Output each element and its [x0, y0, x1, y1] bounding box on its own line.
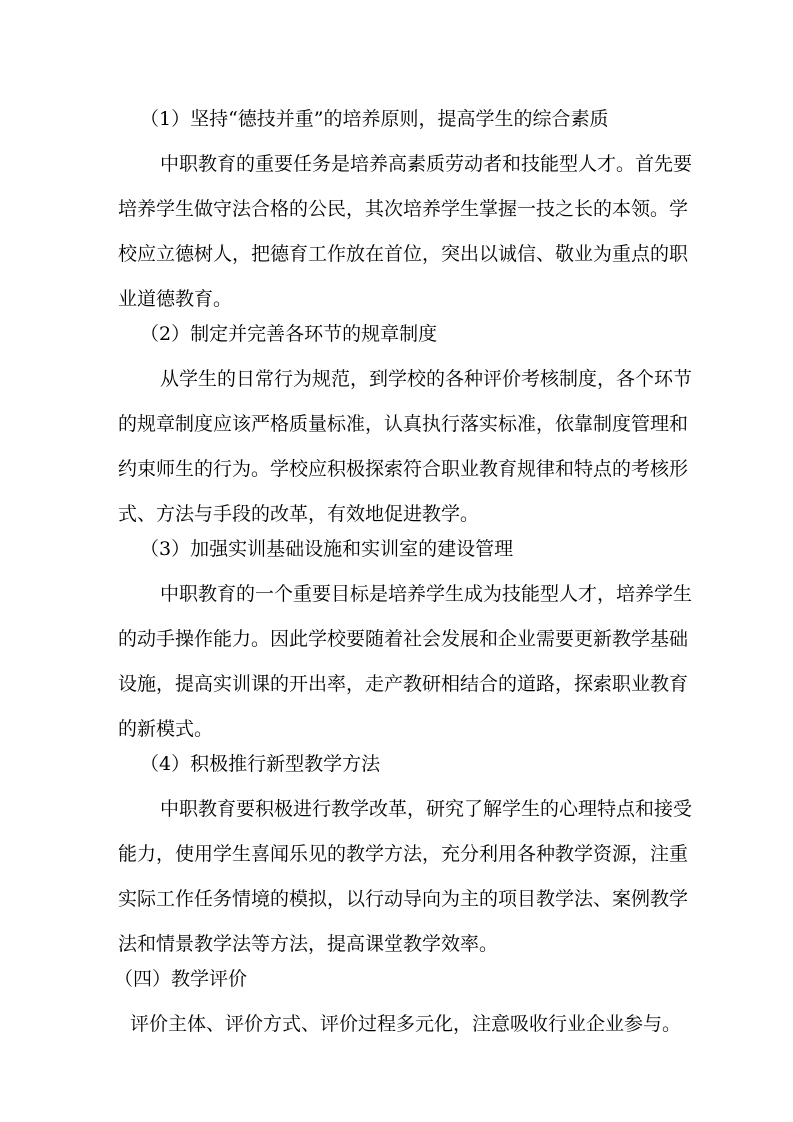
section-heading: （四）教学评价: [114, 968, 248, 990]
paragraph-line: 式、方法与手段的改革，有效地促进教学。: [118, 503, 480, 525]
paragraph-line: 评价主体、评价方式、评价过程多元化，注意吸收行业企业参与。: [130, 1013, 682, 1035]
heading-4: （4）积极推行新型教学方法: [140, 753, 381, 775]
paragraph-line: 中职教育要积极进行教学改革，研究了解学生的心理特点和接受: [160, 798, 693, 820]
heading-1: （1）坚持“德技并重”的培养原则，提高学生的综合素质: [140, 108, 609, 130]
paragraph-line: 法和情景教学法等方法，提高课堂教学效率。: [118, 933, 499, 955]
paragraph-line: 约束师生的行为。学校应积极探索符合职业教育规律和特点的考核形: [118, 458, 689, 480]
heading-2: （2）制定并完善各环节的规章制度: [140, 323, 438, 345]
paragraph-line: 校应立德树人，把德育工作放在首位，突出以诚信、敬业为重点的职: [118, 243, 689, 265]
paragraph-line: 中职教育的一个重要目标是培养学生成为技能型人才，培养学生: [160, 583, 693, 605]
paragraph-line: 的动手操作能力。因此学校要随着社会发展和企业需要更新教学基础: [118, 628, 689, 650]
heading-3: （3）加强实训基础设施和实训室的建设管理: [140, 538, 514, 560]
paragraph-line: 的规章制度应该严格质量标准，认真执行落实标准，依靠制度管理和: [118, 413, 689, 435]
paragraph-line: 从学生的日常行为规范，到学校的各种评价考核制度，各个环节: [160, 368, 693, 390]
paragraph-line: 培养学生做守法合格的公民，其次培养学生掌握一技之长的本领。学: [118, 198, 689, 220]
paragraph-line: 能力，使用学生喜闻乐见的教学方法，充分利用各种教学资源，注重: [118, 843, 689, 865]
paragraph-line: 的新模式。: [118, 718, 214, 740]
paragraph-line: 设施，提高实训课的开出率，走产教研相结合的道路，探索职业教育: [118, 673, 689, 695]
paragraph-line: 业道德教育。: [118, 288, 233, 310]
paragraph-line: 实际工作任务情境的模拟，以行动导向为主的项目教学法、案例教学: [118, 888, 689, 910]
paragraph-line: 中职教育的重要任务是培养高素质劳动者和技能型人才。首先要: [160, 153, 693, 175]
